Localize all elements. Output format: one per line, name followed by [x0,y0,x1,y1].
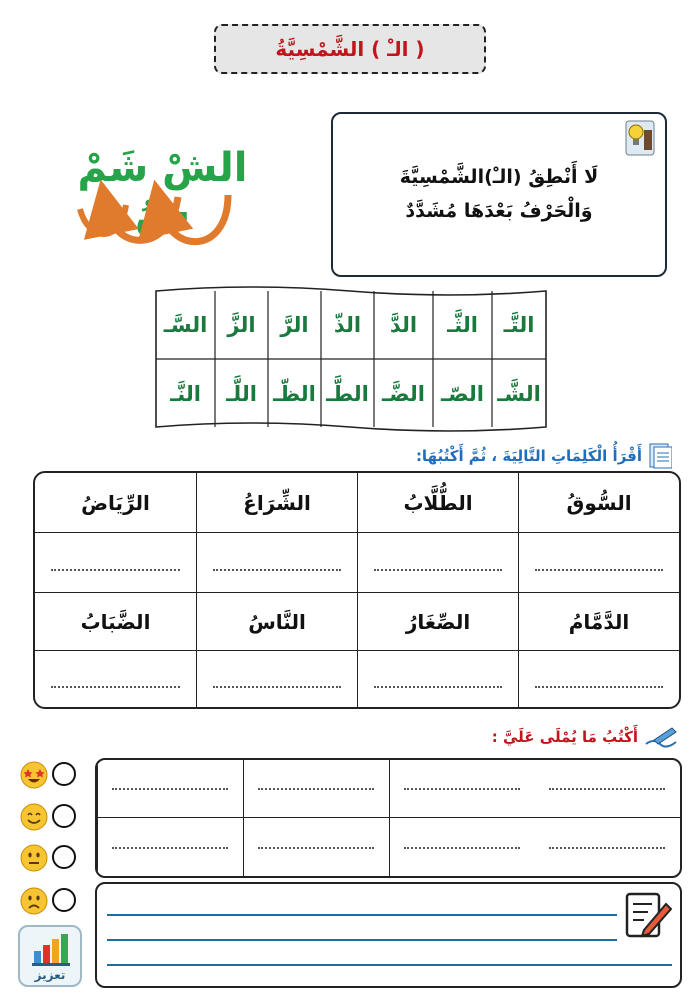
word-cell [196,473,357,533]
pen-writing-icon [644,726,678,748]
sad-emoji-icon [20,887,48,915]
letter-cell: الدَّ [389,313,418,337]
writing-line[interactable] [107,939,617,941]
writing-line[interactable] [107,964,672,966]
writing-cell[interactable] [518,651,679,707]
writing-cell[interactable] [357,651,518,707]
rating-good[interactable] [20,800,82,834]
writing-cell[interactable] [357,533,518,593]
shams-word: الشْ شَمْ سُ [77,145,248,237]
letter-cell: النَّـ [170,382,201,406]
dictation-cell[interactable] [389,818,535,876]
word-cell [357,593,518,651]
word: الصِّغَارُ [405,609,471,634]
shams-illustration [60,145,265,255]
notepad-pencil-icon [624,890,672,940]
rating-circle[interactable] [52,845,76,869]
rating-excellent[interactable] [20,758,82,792]
letter-cell: الظّـ [273,382,316,406]
word-cell [35,473,196,533]
writing-lines-box[interactable] [95,882,682,988]
writing-cell[interactable] [35,651,196,707]
reward-label: تعزيز [34,968,66,982]
title-box [214,24,486,74]
writing-cell[interactable] [518,533,679,593]
dictation-instruction [492,726,678,748]
letter-cell: الضَّـ [382,382,425,406]
dictation-cell[interactable] [534,818,680,876]
writing-cell[interactable] [196,533,357,593]
letter-cell: الشَّـ [497,382,541,406]
smiling-emoji-icon [20,803,48,831]
word-cell [518,473,679,533]
word-cell [196,593,357,651]
word-cell [35,593,196,651]
rating-poor[interactable] [20,884,82,918]
writing-cell[interactable] [196,651,357,707]
connecting-arrows-icon [60,145,265,255]
lightbulb-icon [625,120,655,156]
letter-cell: الزَّ [227,313,256,337]
letter-cell: الثَّـ [447,313,478,337]
rule-note-box [331,112,667,277]
letter-cell: الذّ [333,313,362,337]
dictation-cell[interactable] [243,760,389,818]
word-cell [357,473,518,533]
bar-chart-icon [32,931,70,967]
writing-line[interactable] [107,914,617,916]
letter-cell: الصّـ [441,382,484,406]
word: النَّاسُ [248,609,306,634]
rating-circle[interactable] [52,804,76,828]
dictation-table [95,758,682,878]
rule-line-2: وَالْحَرْفُ بَعْدَهَا مُشَدَّدٌ [405,200,593,222]
word: الطُّلَّابُ [403,490,473,515]
word: الدَّمَّامُ [568,609,630,634]
dictation-cell[interactable] [97,760,243,818]
word: الرِّيَاضُ [81,490,150,515]
read-instruction [416,443,672,469]
rating-circle[interactable] [52,888,76,912]
rating-average[interactable] [20,841,82,875]
word: الشِّرَاعُ [243,490,311,515]
dictation-cell[interactable] [534,760,680,818]
words-table [33,471,681,709]
dictation-instruction-text: أَكْتُبُ مَا يُمْلَى عَلَيَّ : [491,728,638,746]
letter-cell: اللَّـ [226,382,257,406]
page-title: ( الـْ ) الشَّمْسِيَّةُ [275,37,425,61]
reward-badge [18,925,82,987]
letter-cell: الطَّـ [326,382,369,406]
sun-letters-table [150,285,550,435]
writing-cell[interactable] [35,533,196,593]
neutral-emoji-icon [20,844,48,872]
word: السُّوقُ [566,490,632,515]
read-instruction-text: أَقْرَأُ الْكَلِمَاتِ التَّالِيَةَ ، ثُمَّ أَكْتُبُهَا: [415,447,642,465]
letter-cell: التَّـ [503,313,535,337]
letter-cell: الرَّ [280,313,309,337]
star-struck-emoji-icon [20,761,48,789]
document-icon [648,443,672,469]
rule-line-1: لَا أَنْطِقُ (الـْ)الشَّمْسِيَّةَ [399,166,599,188]
dictation-cell[interactable] [243,818,389,876]
letter-cell: السَّـ [163,313,208,337]
rating-circle[interactable] [52,762,76,786]
dictation-cell[interactable] [97,818,243,876]
dictation-cell[interactable] [389,760,535,818]
word: الضَّبَابُ [80,609,151,634]
word-cell [518,593,679,651]
